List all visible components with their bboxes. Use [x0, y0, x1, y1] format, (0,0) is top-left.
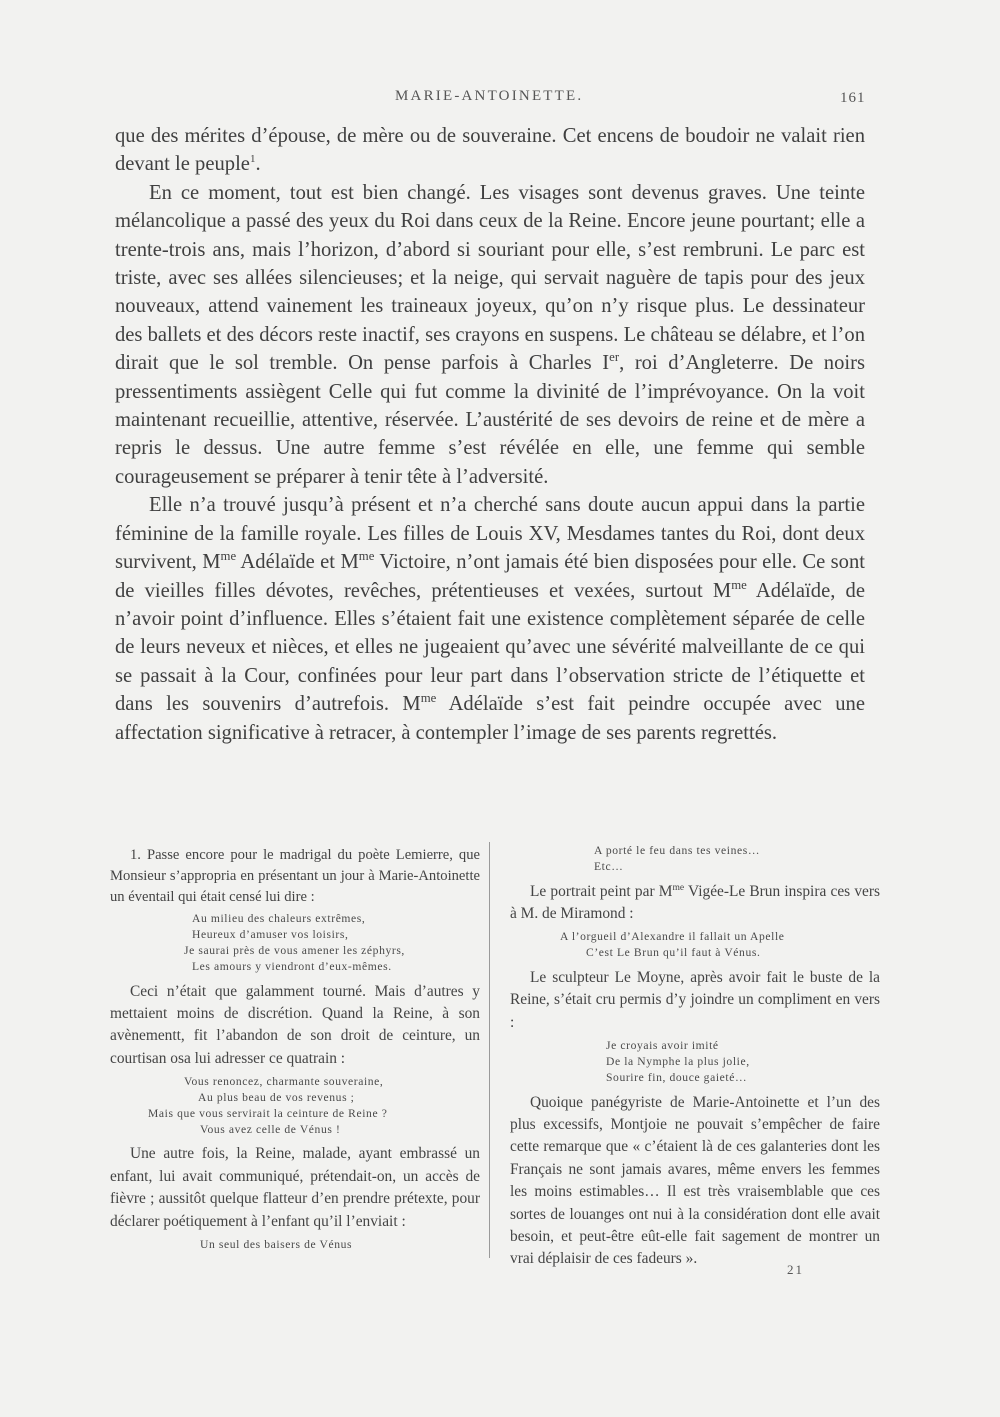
verse-line: A l’orgueil d’Alexandre il fallait un Apelle — [560, 930, 785, 944]
footnote-paragraph-fievre: Une autre fois, la Reine, malade, ayant embrassé un enfant, lui avait communiqué, prétendait-on, un accès de fièvre ; aussitôt quelque flatteur d’en prendre prétexte, pour déclarer poétiquement à l’enfant qu’il l’enviait : — [110, 1145, 480, 1230]
superscript-me-4: me — [420, 691, 437, 706]
page-number: 161 — [840, 90, 866, 106]
superscript-er: er — [609, 350, 620, 365]
paragraph-3-text-d: Adélaïde, de n’avoir point d’influence. Elles s’étaient fait une existence complètement séparée de celle de leurs neveux et nièces, et elles ne jugeaient qu’avec une sévérité malveillante de ce qui se passait à la Cour, confinées pour leur part dans l’observation stricte de l’étiquette et dans les souvenirs d’autrefois. M — [115, 579, 865, 716]
portrait-text-a: Le portrait peint par M — [530, 882, 673, 900]
verse-line: A porté le feu dans tes veines… — [594, 844, 761, 857]
verse-line: Vous avez celle de Vénus ! — [200, 1122, 341, 1136]
verse-line: Au plus beau de vos revenus ; — [198, 1091, 355, 1104]
verse-line: C’est Le Brun qu’il faut à Vénus. — [586, 946, 761, 960]
paragraph-3-text-a: Elle n’a trouvé jusqu’à présent et n’a cherché sans doute aucun appui dans la partie féminine de la famille royale. Les filles de Louis XV, Mesdames tantes du Roi, dont deux survivent, M — [115, 494, 865, 574]
verse-line: Mais que vous servirait la ceinture de Reine ? — [148, 1106, 388, 1120]
verse-line: Je saurai près de vous amener les zéphyrs, — [184, 943, 405, 957]
verse-line: Vous renoncez, charmante souveraine, — [184, 1075, 384, 1089]
paragraph-2-text-b: , roi d’Angleterre. De noirs pressentiments assiègent Celle qui fut comme la divinité de l’imprévoyance. On la voit maintenant recueillie, attentive, réservée. L’austérité de ses devoirs de reine et de mère a repris le dessus. Une autre femme s’est révélée en elle, une femme qui semble courageusement se préparer à tenir tête à l’adversité. — [115, 352, 865, 488]
verse-line: Etc… — [594, 859, 624, 873]
verse-baisers — [110, 1237, 480, 1253]
superscript-me-5: me — [672, 881, 685, 893]
verse-line: Sourire fin, douce gaieté… — [606, 1070, 748, 1084]
verse-line: Les amours y viendront d’eux-mêmes. — [192, 959, 392, 973]
footnotes-left-column — [110, 845, 480, 1259]
paragraph-3-text-c: Victoire, n’ont jamais été bien disposées pour elle. Ce sont de vieilles filles dévotes, revêches, prétentieuses et vexées, surtout M — [115, 551, 865, 602]
column-divider — [489, 842, 490, 1258]
verse-apelle — [510, 929, 880, 961]
paragraph-1 — [115, 122, 865, 179]
main-text — [115, 122, 865, 747]
footnote-paragraph-sculpteur: Le sculpteur Le Moyne, après avoir fait le buste de la Reine, s’était cru permis d’y joindre un compliment en vers : — [510, 969, 880, 1031]
running-head — [0, 88, 1000, 112]
paragraph-2-text-a: En ce moment, tout est bien changé. Les visages sont devenus graves. Une teinte mélancolique a passé des yeux du Roi dans ceux de la Reine. Encore jeune pourtant; elle a trente-trois ans, mais l’horizon, d’abord si souriant pour elle, s’est rembruni. Le parc est triste, avec ses allées silencieuses; et la neige, qui servait naguère de tapis pour des jeux nouveaux, attend vainement les traineaux joyeux, qu’on n’y risque plus. Le dessinateur des ballets et des décors reste inactif, ses crayons en suspens. Le château se délabre, et l’on dirait que le sol tremble. On pense parfois à Charles I — [115, 181, 865, 375]
verse-line: Heureux d’amuser vos loisirs, — [192, 928, 349, 942]
verse-nymphe — [510, 1038, 880, 1085]
signature-mark: 21 — [787, 1262, 804, 1277]
paragraph-3-text-b: Adélaïde et M — [236, 551, 359, 574]
verse-line: Je croyais avoir imité — [606, 1039, 719, 1053]
superscript-me-1: me — [220, 549, 237, 564]
footnote-1-intro: 1. Passe encore pour le madrigal du poète Lemierre, que Monsieur s’appropria en présentant un jour à Marie-Antoinette un éventail qui était censé lui dire : — [110, 847, 480, 905]
paragraph-1-text: que des mérites d’épouse, de mère ou de souveraine. Cet encens de boudoir ne valait rien devant le peuple — [115, 125, 865, 176]
footnotes-right-column — [510, 843, 880, 1271]
paragraph-2 — [115, 179, 865, 491]
footnote-paragraph-ceinture: Ceci n’était que galamment tourné. Mais d’autres y mettaient moins de discrétion. Quand la Reine, à son avènementt, fit l’abandon de son droit de ceinture, un courtisan osa lui adresser ce quatrain : — [110, 982, 480, 1067]
paragraph-3 — [115, 491, 865, 747]
verse-quatrain — [110, 1074, 480, 1137]
superscript-me-2: me — [358, 549, 375, 564]
verse-line: Au milieu des chaleurs extrêmes, — [192, 912, 366, 926]
paragraph-1-end: . — [255, 153, 261, 176]
verse-line: Un seul des baisers de Vénus — [200, 1238, 353, 1252]
paragraph-3-text-e: Adélaïde s’est fait peindre occupée avec une affectation significative à retracer, à contempler l’image de ses parents regrettés. — [115, 693, 865, 744]
superscript-me-3: me — [731, 577, 747, 592]
portrait-text-b: Vigée-Le Brun inspira ces vers à M. de Miramond : — [510, 882, 880, 922]
running-title: MARIE-ANTOINETTE. — [395, 88, 584, 104]
verse-line: De la Nymphe la plus jolie, — [606, 1055, 750, 1069]
verse-lemierre — [110, 911, 480, 974]
footnote-paragraph-montjoie: Quoique panégyriste de Marie-Antoinette et l’un des plus excessifs, Montjoie ne pouvait s’empêcher de faire cette remarque que « c’étaient là de ces galanteries dont les Français ne sont jamais avares, même envers les femmes les moins estimables… Il est très vraisemblable que ces sortes de louanges ont nui à la considération dont elle avait besoin, et peut-être eût-elle fait sagement de montrer un vrai déplaisir de ces fadeurs ». — [510, 1093, 880, 1268]
footnote-paragraph-portrait — [510, 881, 880, 926]
footnote-ref-1: 1 — [249, 153, 256, 166]
verse-feu — [510, 843, 880, 875]
